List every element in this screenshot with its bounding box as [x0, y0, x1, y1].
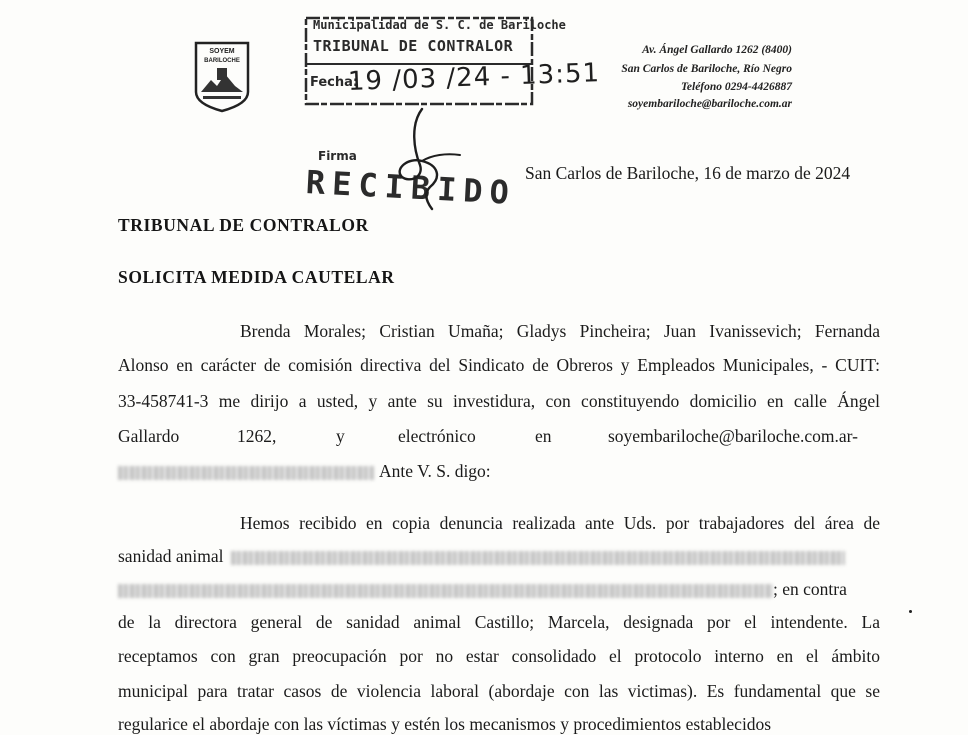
p1-line5-text: Ante V. S. digo: [379, 461, 491, 481]
p1-line3: 33-458741-3 me dirijo a usted, y ante su investidura, con constituyendo domicilio en calle Ángel [118, 391, 880, 411]
p1-line4-word3: y [336, 426, 345, 446]
p2-line3-text: ; en contra [773, 579, 847, 599]
redacted-email [118, 466, 374, 480]
soyem-logo [193, 40, 251, 114]
stamp-firma-label: Firma [318, 149, 357, 163]
stamp-tribunal: TRIBUNAL DE CONTRALOR [313, 37, 514, 55]
handwritten-signature [380, 105, 470, 215]
recipient-heading: TRIBUNAL DE CONTRALOR [118, 215, 369, 235]
logo-text-top: SOYEM [209, 48, 235, 55]
address-city: San Carlos de Bariloche, Río Negro [621, 63, 792, 75]
p2-line1: Hemos recibido en copia denuncia realizada ante Uds. por trabajadores del área de [240, 513, 880, 533]
margin-mark [909, 610, 912, 613]
stamp-fecha-handwritten: 19 /03 /24 - 13:51 [347, 58, 601, 97]
p1-line4-word4: electrónico [398, 426, 476, 446]
subject-heading: SOLICITA MEDIDA CAUTELAR [118, 267, 395, 287]
address-street: Av. Ángel Gallardo 1262 (8400) [642, 44, 792, 56]
p2-line4: de la directora general de sanidad animal Castillo; Marcela, designada por el intendente. La [118, 612, 880, 632]
redacted-names-1 [231, 551, 845, 565]
stamp-fecha-label: Fecha: [310, 75, 359, 90]
p2-line3 [118, 578, 880, 600]
stamp-municipality: Municipalidad de S. C. de Bariloche [313, 18, 566, 32]
letter-date: San Carlos de Bariloche, 16 de marzo de 2024 [525, 163, 851, 183]
p2-line5: receptamos con gran preocupación por no estar consolidado el protocolo interno en el ámbito [118, 646, 880, 666]
p2-line7: regularice el abordaje con las víctimas y estén los mecanismos y procedimientos establecidos [118, 714, 772, 734]
stamp-recibido: RECIBIDO [305, 163, 517, 212]
p1-line4-email: soyembariloche@bariloche.com.ar- [608, 426, 858, 446]
p1-line5 [118, 460, 880, 482]
p1-line1: Brenda Morales; Cristian Umaña; Gladys Pincheira; Juan Ivanissevich; Fernanda [240, 321, 880, 341]
redacted-names-2 [118, 584, 773, 598]
p2-line2-text: sanidad animal [118, 546, 224, 566]
p1-line4-word1: Gallardo [118, 426, 180, 446]
address-phone: Teléfono 0294-4426887 [680, 81, 792, 93]
address-email: soyembariloche@bariloche.com.ar [627, 98, 792, 110]
p1-line2: Alonso en carácter de comisión directiva del Sindicato de Obreros y Empleados Municipales, - CUIT: [118, 355, 880, 375]
p2-line2 [118, 545, 880, 567]
p1-line4-word2: 1262, [237, 426, 277, 446]
logo-text-bottom: BARILOCHE [204, 58, 240, 64]
p2-line6: municipal para tratar casos de violencia laboral (abordaje con las victimas). Es fundamental que se [118, 681, 880, 701]
p1-line4-word5: en [535, 426, 552, 446]
